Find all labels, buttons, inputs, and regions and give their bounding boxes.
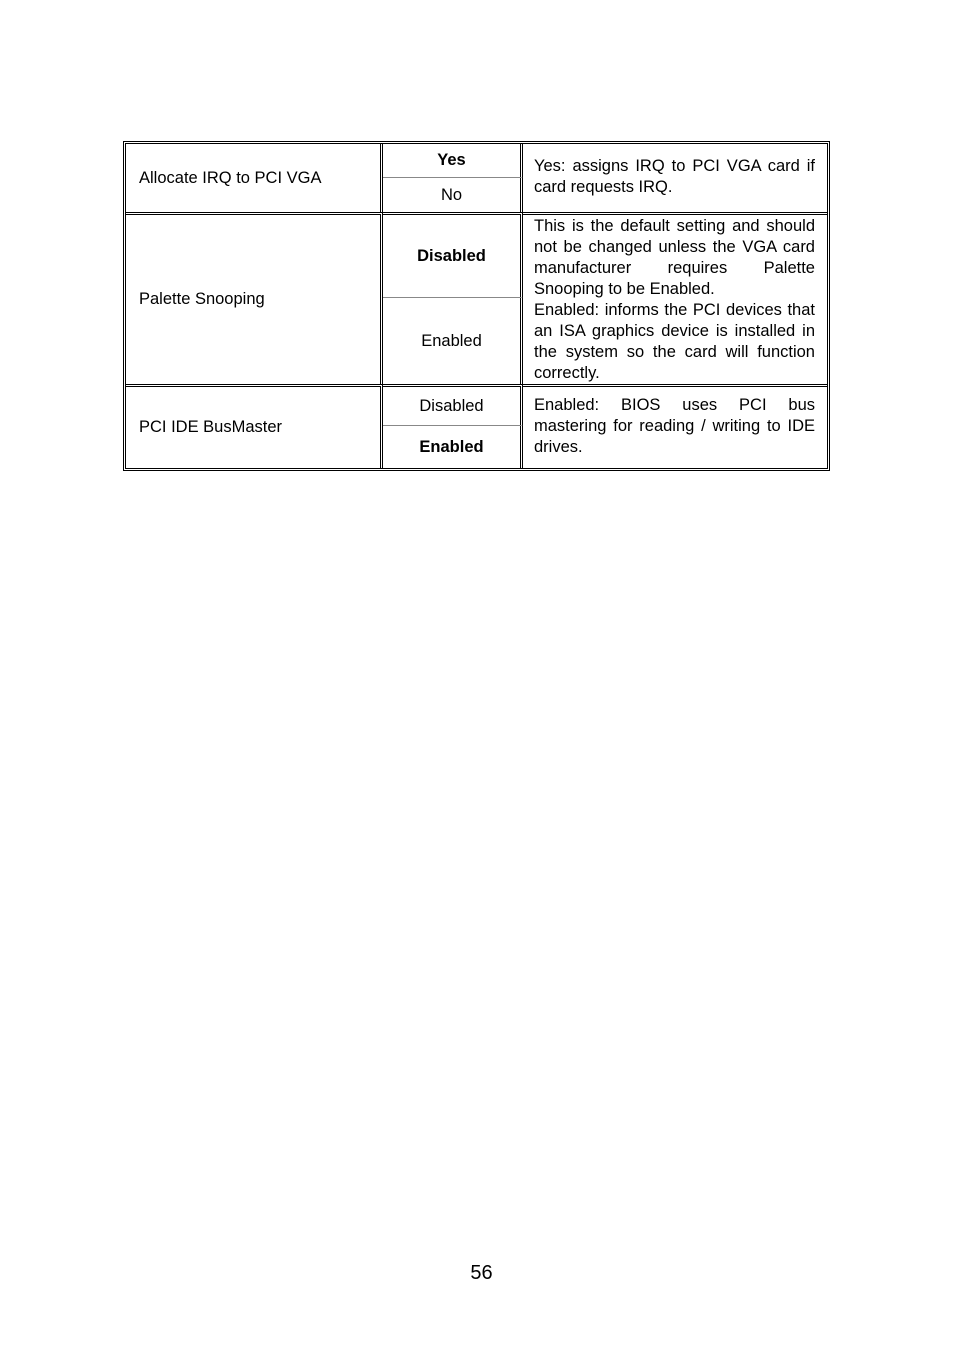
description-text: Yes: assigns IRQ to PCI VGA card if card requests IRQ. <box>534 157 815 196</box>
table-row <box>126 212 827 298</box>
setting-description <box>523 212 827 384</box>
option-value: Enabled <box>383 426 523 468</box>
page-number: 56 <box>470 1262 493 1284</box>
description-text: This is the default setting and should not be changed unless the VGA card manufacturer requires Palette Snooping to be Enabled. <box>534 217 815 298</box>
setting-description <box>523 144 827 212</box>
setting-name: Allocate IRQ to PCI VGA <box>126 144 383 212</box>
option-value: Disabled <box>383 212 523 298</box>
description-text: Enabled: BIOS uses PCI bus mastering for reading / writing to IDE drives. <box>534 396 815 456</box>
option-value: No <box>383 178 523 212</box>
option-value: Disabled <box>383 384 523 426</box>
bios-settings-table <box>123 141 830 471</box>
table-row <box>126 384 827 426</box>
setting-description <box>523 384 827 468</box>
option-value: Yes <box>383 144 523 178</box>
setting-name: PCI IDE BusMaster <box>126 384 383 468</box>
description-text: Enabled: informs the PCI devices that an ISA graphics device is installed in the system so the card will function correctly. <box>534 301 815 382</box>
setting-name: Palette Snooping <box>126 212 383 384</box>
option-value: Enabled <box>383 298 523 384</box>
table-row <box>126 144 827 178</box>
